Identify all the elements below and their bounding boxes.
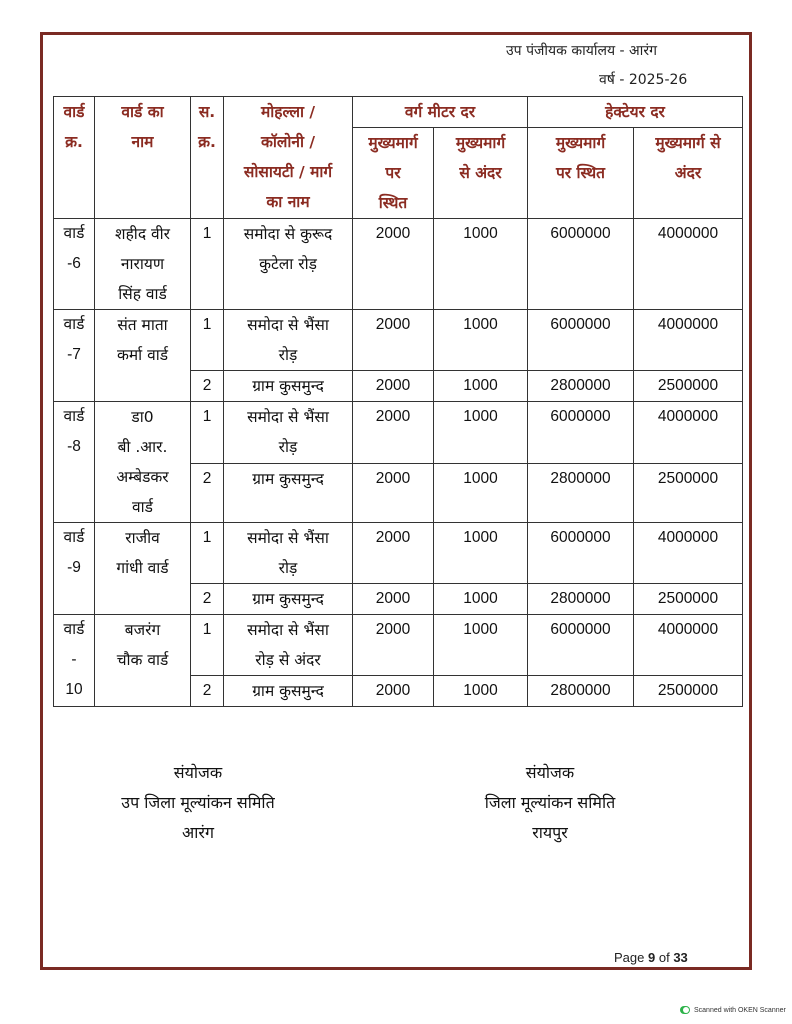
ward-number-cell [54, 310, 95, 402]
header-text: नाम [131, 133, 154, 151]
page-total: 33 [673, 950, 688, 965]
ward-name-line: कर्मा वार्ड [116, 346, 169, 364]
serial-cell: 1 [191, 219, 224, 310]
header-text: से अंदर [459, 164, 502, 182]
ha-on-main-cell: 6000000 [528, 310, 634, 371]
ward-name-line: बी .आर. [117, 438, 168, 456]
ward-number-line: वार्ड [63, 621, 85, 638]
header-ha-inside [634, 128, 743, 219]
locality-line: समोदा से कुरूद [243, 225, 333, 243]
sqm-inside-cell: 1000 [434, 523, 528, 584]
signature-title: संयोजक [173, 763, 223, 782]
header-text: मुख्यमार्ग [368, 134, 418, 152]
watermark-text: Scanned with OKEN Scanner [694, 1006, 786, 1014]
header-text: अंदर [674, 164, 702, 182]
ha-inside-cell: 4000000 [634, 402, 743, 464]
header-locality [224, 97, 353, 219]
ward-name-line: वार्ड [132, 498, 153, 516]
rate-table [53, 96, 743, 707]
header-text: क्र. [198, 133, 216, 151]
ward-number-line: वार्ड [63, 225, 85, 242]
locality-line: रोड़ [278, 346, 298, 364]
locality-cell [224, 615, 353, 676]
table-header [54, 97, 743, 219]
ward-name-cell [95, 310, 191, 402]
ha-inside-cell: 2500000 [634, 371, 743, 402]
ward-number-line: -7 [67, 346, 81, 363]
toggle-icon [680, 1006, 690, 1014]
sqm-on-main-cell: 2000 [353, 584, 434, 615]
serial-cell: 2 [191, 676, 224, 707]
sqm-on-main-cell: 2000 [353, 615, 434, 676]
header-serial [191, 97, 224, 219]
header-sqm-inside [434, 128, 528, 219]
locality-line: ग्राम कुसमुन्द [252, 682, 324, 700]
header-ward-name [95, 97, 191, 219]
ha-on-main-cell: 6000000 [528, 615, 634, 676]
locality-cell [224, 676, 353, 707]
ward-number-cell [54, 219, 95, 310]
header-text: कॉलोनी / [260, 133, 316, 151]
locality-line: ग्राम कुसमुन्द [252, 377, 324, 395]
locality-cell [224, 523, 353, 584]
locality-line: रोड़ [278, 438, 298, 456]
locality-line: ग्राम कुसमुन्द [252, 469, 324, 488]
header-text: स्थित [378, 194, 408, 212]
signature-committee: उप जिला मूल्यांकन समिति [121, 793, 275, 812]
signature-place: आरंग [182, 823, 214, 842]
ha-inside-cell: 4000000 [634, 615, 743, 676]
ward-number-line: - [71, 651, 77, 668]
sqm-on-main-cell: 2000 [353, 463, 434, 523]
locality-line: कुटेला रोड़ [259, 255, 317, 273]
header-text: पर स्थित [555, 164, 605, 182]
sqm-inside-cell: 1000 [434, 371, 528, 402]
header-text: मुख्यमार्ग [455, 134, 506, 152]
header-text: सोसायटी / मार्ग [243, 163, 333, 181]
serial-cell: 2 [191, 584, 224, 615]
locality-line: समोदा से भैंसा [247, 621, 329, 639]
sqm-on-main-cell: 2000 [353, 523, 434, 584]
ward-number-cell [54, 523, 95, 615]
scanner-watermark [680, 1006, 786, 1014]
ha-on-main-cell: 6000000 [528, 523, 634, 584]
sqm-on-main-cell: 2000 [353, 371, 434, 402]
sqm-inside-cell: 1000 [434, 219, 528, 310]
header-ha-on-main [528, 128, 634, 219]
serial-cell: 2 [191, 371, 224, 402]
header-hectare-rate: हेक्टेयर दर [528, 97, 743, 128]
header-ward-no [54, 97, 95, 219]
header-text: वार्ड का [121, 103, 164, 121]
serial-cell: 1 [191, 523, 224, 584]
ha-inside-cell: 4000000 [634, 523, 743, 584]
serial-cell: 1 [191, 615, 224, 676]
ward-name-line: सिंह वार्ड [118, 285, 167, 303]
table-row [54, 615, 743, 676]
page-prefix: Page [614, 950, 645, 965]
locality-cell [224, 371, 353, 402]
ward-name-cell [95, 615, 191, 707]
signature-title: संयोजक [525, 763, 575, 782]
header-text: मुख्यमार्ग [555, 134, 606, 152]
locality-line: समोदा से भैंसा [247, 529, 329, 547]
locality-cell [224, 584, 353, 615]
sqm-inside-cell: 1000 [434, 584, 528, 615]
sqm-on-main-cell: 2000 [353, 310, 434, 371]
ward-number-cell [54, 615, 95, 707]
page-current: 9 [648, 950, 656, 965]
signature-place: रायपुर [532, 823, 568, 842]
ward-number-line: -9 [67, 559, 81, 576]
sqm-inside-cell: 1000 [434, 463, 528, 523]
header-text: पर [385, 164, 401, 182]
sqm-inside-cell: 1000 [434, 310, 528, 371]
page-of: of [658, 950, 670, 965]
page-number [614, 950, 688, 965]
serial-cell: 1 [191, 402, 224, 464]
ha-on-main-cell: 6000000 [528, 219, 634, 310]
sqm-on-main-cell: 2000 [353, 676, 434, 707]
ward-name-line: बजरंग [124, 621, 161, 639]
ha-on-main-cell: 6000000 [528, 402, 634, 464]
locality-line: ग्राम कुसमुन्द [252, 590, 324, 608]
header-text: स. [198, 103, 216, 121]
sqm-inside-cell: 1000 [434, 676, 528, 707]
ha-on-main-cell: 2800000 [528, 371, 634, 402]
ward-name-cell [95, 402, 191, 523]
sqm-inside-cell: 1000 [434, 615, 528, 676]
ward-number-line: वार्ड [63, 408, 85, 425]
serial-cell: 1 [191, 310, 224, 371]
table-body [54, 219, 743, 707]
ward-name-line: अम्बेडकर [116, 468, 169, 486]
ha-inside-cell: 2500000 [634, 676, 743, 707]
ward-number-line: वार्ड [63, 529, 85, 546]
signature-committee: जिला मूल्यांकन समिति [484, 793, 616, 812]
locality-cell [224, 402, 353, 464]
signature-left [68, 758, 328, 848]
locality-cell [224, 463, 353, 523]
sqm-on-main-cell: 2000 [353, 219, 434, 310]
ward-name-line: संत माता [117, 316, 168, 334]
header-text: वार्ड [63, 103, 85, 121]
table-row [54, 402, 743, 464]
ha-inside-cell: 2500000 [634, 463, 743, 523]
header-sqm-rate: वर्ग मीटर दर [353, 97, 528, 128]
signature-right [430, 758, 670, 848]
ward-number-line: वार्ड [63, 316, 85, 333]
header-sqm-on-main [353, 128, 434, 219]
ha-on-main-cell: 2800000 [528, 584, 634, 615]
ha-on-main-cell: 2800000 [528, 676, 634, 707]
ward-name-line: शहीद वीर [115, 225, 170, 243]
ward-name-line: राजीव [125, 529, 160, 547]
table-row [54, 310, 743, 371]
table-row [54, 219, 743, 310]
locality-line: समोदा से भैंसा [247, 408, 329, 426]
ward-number-cell [54, 402, 95, 523]
ha-inside-cell: 2500000 [634, 584, 743, 615]
locality-line: समोदा से भैंसा [247, 316, 329, 334]
ward-name-line: चौक वार्ड [116, 651, 169, 669]
ward-number-line: -6 [67, 255, 81, 272]
ha-inside-cell: 4000000 [634, 219, 743, 310]
ward-name-line: गांधी वार्ड [116, 559, 169, 577]
ward-name-line: डा0 [131, 408, 154, 426]
header-text: मुख्यमार्ग से [655, 134, 721, 152]
locality-line: रोड़ से अंदर [255, 651, 321, 669]
header-text: क्र. [65, 133, 83, 151]
locality-line: रोड़ [278, 559, 298, 577]
locality-cell [224, 310, 353, 371]
ward-name-cell [95, 219, 191, 310]
year-label: वर्ष - 2025-26 [599, 72, 688, 88]
sqm-on-main-cell: 2000 [353, 402, 434, 464]
table-row [54, 523, 743, 584]
locality-cell [224, 219, 353, 310]
serial-cell: 2 [191, 463, 224, 523]
ward-name-line: नारायण [120, 255, 165, 273]
ha-inside-cell: 4000000 [634, 310, 743, 371]
ward-number-line: 10 [65, 681, 83, 698]
ward-name-cell [95, 523, 191, 615]
sqm-inside-cell: 1000 [434, 402, 528, 464]
office-title: उप पंजीयक कार्यालय - आरंग [506, 43, 657, 59]
ha-on-main-cell: 2800000 [528, 463, 634, 523]
header-text: का नाम [266, 193, 310, 211]
header-text: मोहल्ला / [260, 103, 316, 121]
ward-number-line: -8 [67, 438, 81, 455]
